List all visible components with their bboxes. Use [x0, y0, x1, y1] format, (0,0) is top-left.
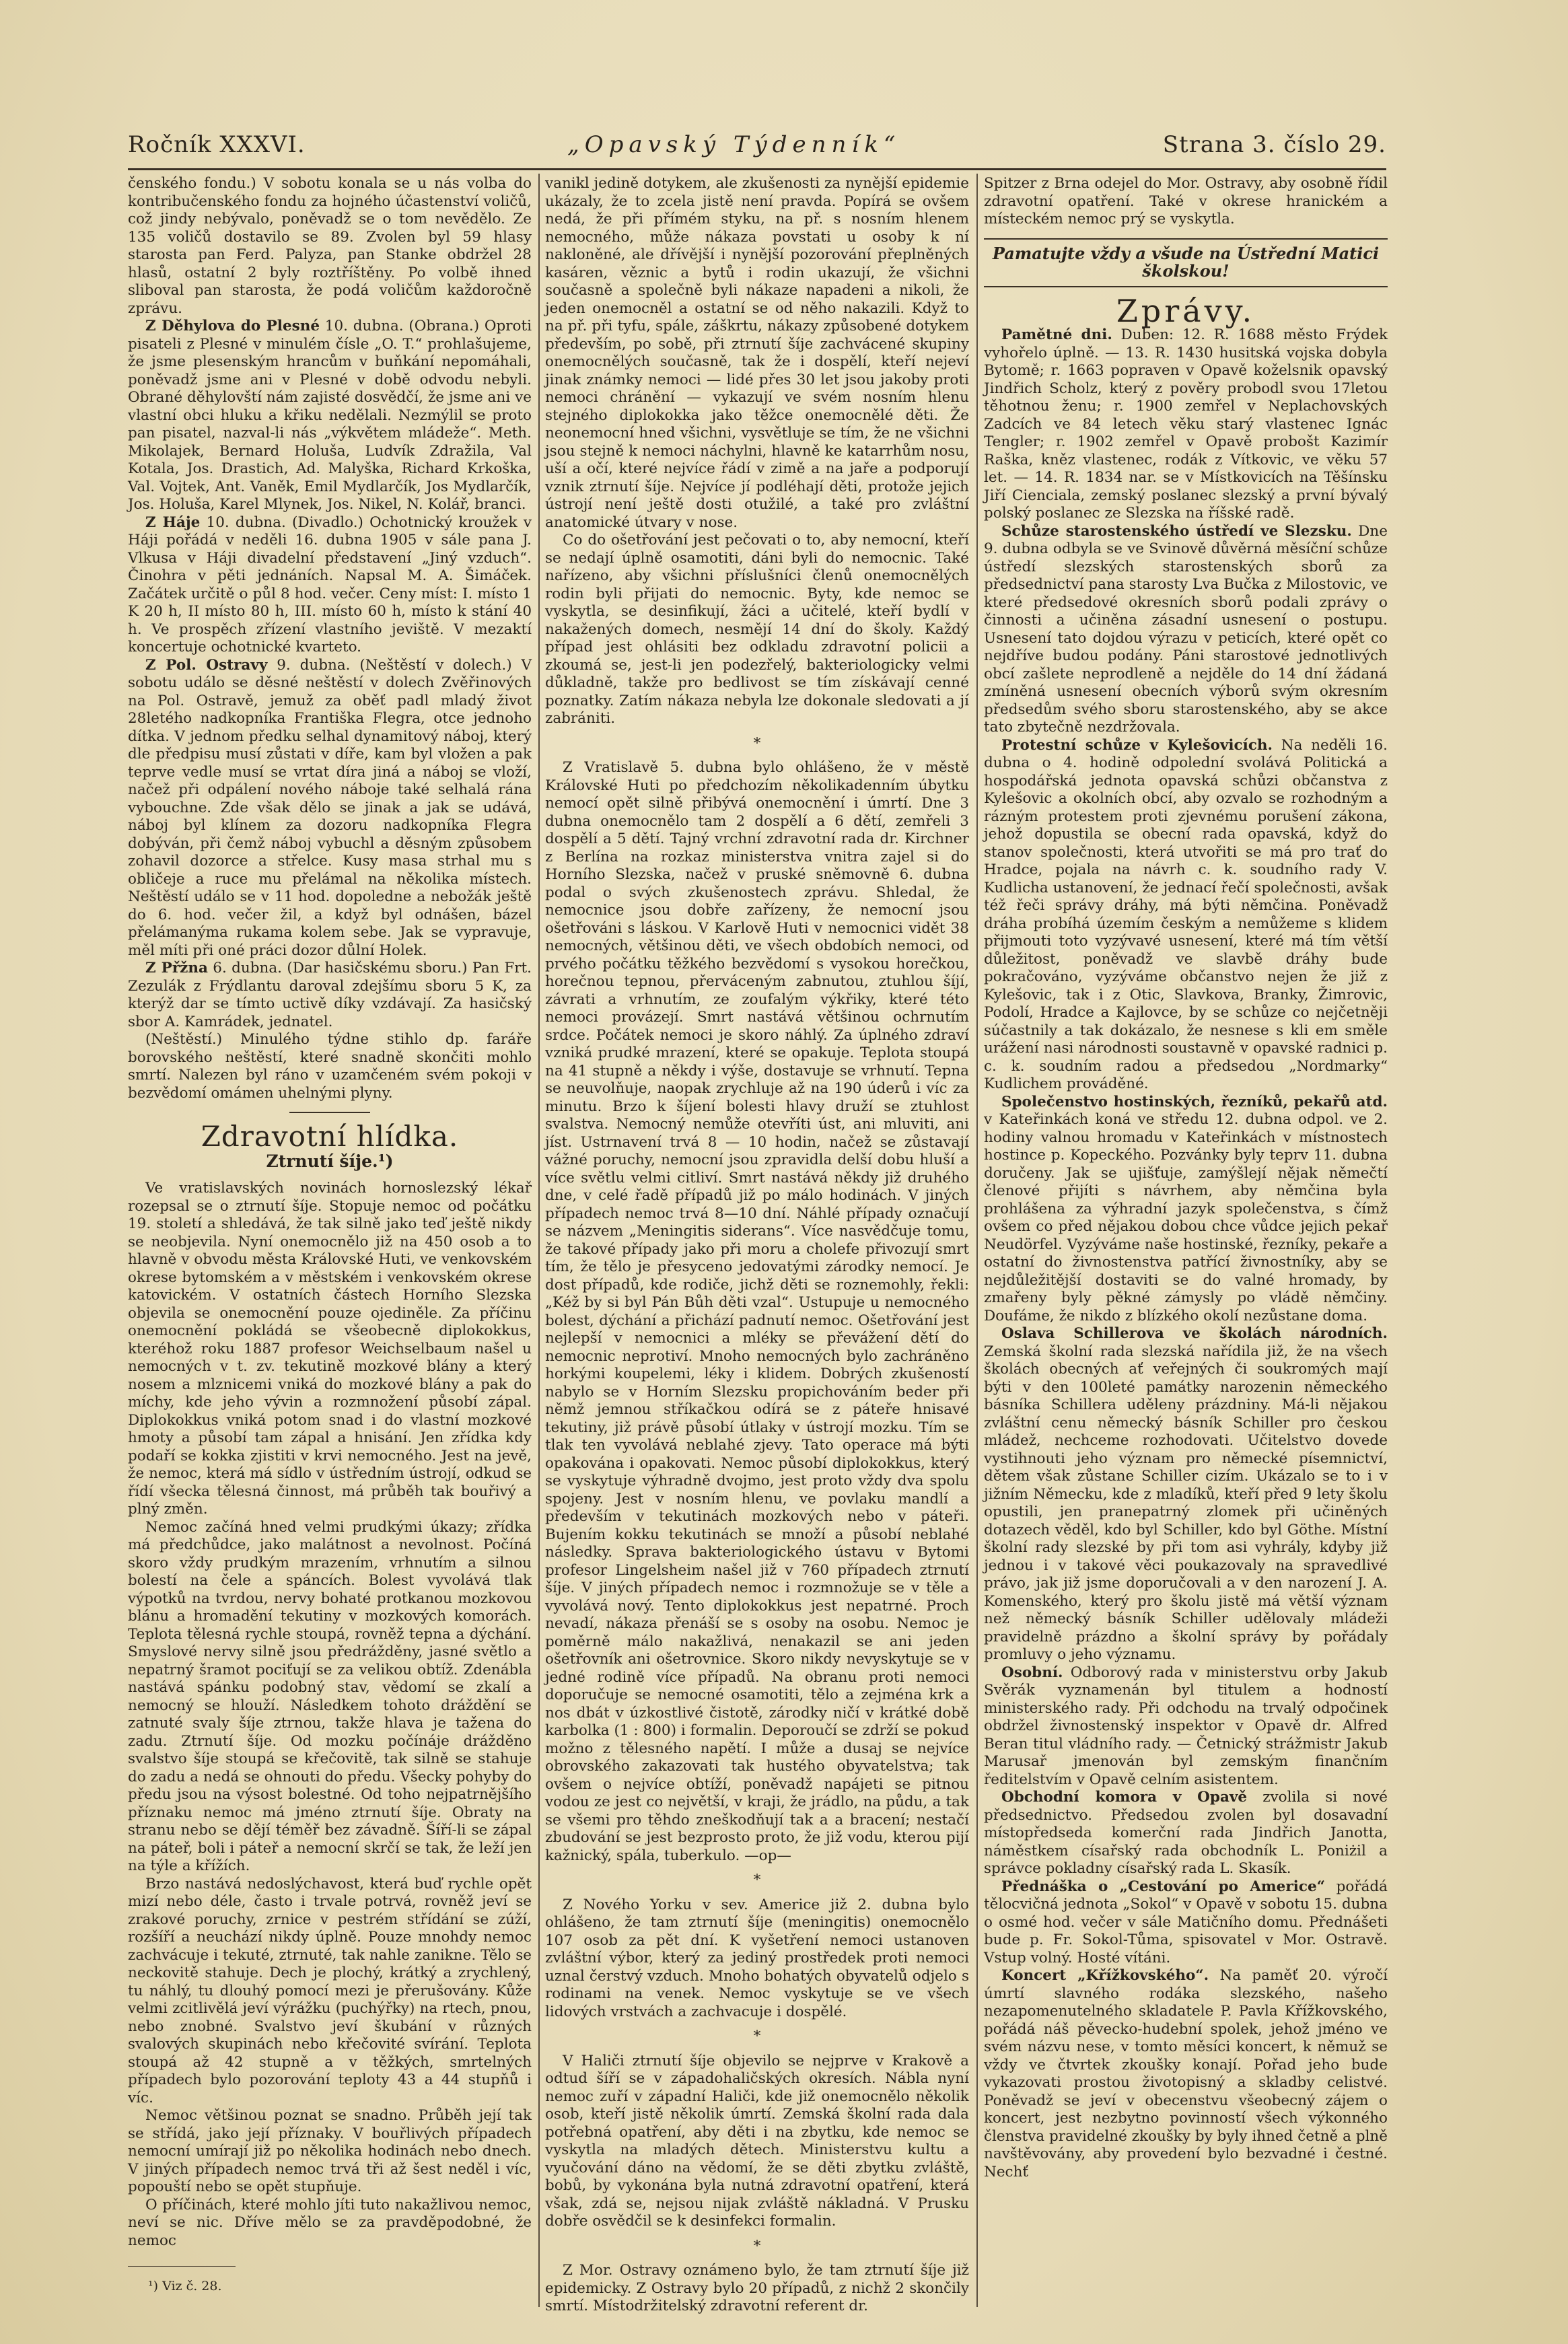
paragraph: Nemoc většinou poznat se snadno. Průběh její tak se střídá, jako její příznaky. V bouřlivých případech nemocní umírají již po několika hodinách nebo dnech. V jiných případech nemoc trvá tři až šest neděl i víc, popouští nebo se opět stupňuje. [128, 2107, 532, 2195]
volume-label: Ročník XXXVI. [128, 131, 306, 158]
news-text: zvolila si nové předsednictvo. Předsedou zvolen byl dosavadní místopředseda komerční rada Jindřich Janotta, náměstkem císařský rada obchodník L. Poniżil a správce pokladny císařský rada L. Skasík. [984, 1789, 1388, 1877]
column-1 [128, 175, 532, 2295]
article-subtitle: Ztrnutí šíje.¹) [266, 1151, 394, 1171]
news-item [984, 1094, 1388, 1326]
paragraph: Spitzer z Brna odejel do Mor. Ostravy, aby osobně řídil zdravotní opatření. Také v okrese hranickém a místeckém nemoc prý se vyskytla. [984, 175, 1388, 227]
news-text: 9. dubna. (Neštěstí v dolech.) V sobotu událo se děsné neštěstí v dolech Zvěřinových na Pol. Ostravě, jemuž za oběť padl mladý život 28letého nadkopníka Františka Flegra, otce jednoho dítka. V jednom předku selhal dynamitový náboj, který dle předpisu musí zůstati v díře, kam byl vložen a pak teprve vedle musí se vrtat díra jiná a náboj se vloží, načež při odpálení nového náboje také selhalá rána vybouchne. Zde však dělo se jinak a jak se udává, náboj byl klínem za dozoru nadkopníka Flegra dobýván, při čemž náboj vybuchl a děsným způsobem zohavil dozorce a střelce. Kusy masa strhal mu s obličeje a ruce mu přelámal na několika místech. Neštěstí událo se v 11 hod. dopoledne a nebožák ještě do 6. hod. večer žil, a když byl odnášen, bázel přelámanýma rukama kolem sebe. Jak se vypravuje, měl míti při oné práci dozor důlní Holek. [128, 656, 532, 959]
paragraph: Z Vratislavě 5. dubna bylo ohlášeno, že v městě Královské Huti po předchozím několikadenním úbytku nemocí opět silně přibývá onemocnění i úmrtí. Dne 3 dubna onemocnělo tam 2 dospělí a 6 dětí, zemřeli 3 dospělí a 5 dětí. Tajný vrchní zdravotní rada dr. Kirchner z Berlína na rozkaz ministerstva vnitra zajel si do Horního Slezska, načež v pruské sněmovně 6. dubna podal o svých zkušenostech zprávu. Shledal, že nemocnice jsou dobře zařízeny, že nemocní jsou ošetřováni s láskou. V Karlově Huti v nemocnici vidět 38 nemocných, většinou děti, ve všech obdobích nemoci, od prvého počátku těžkého bezvědomí s vysokou horečkou, horečnou tepnou, přerváceným zabnutou, ztuhlou šíjí, závrati a vrhnutím, ze zoufalým výkřiky, které této nemoci provázejí. Smrt nastává většinou ochrnutím srdce. Počátek nemoci je skoro náhlý. Za úplného zdraví vzniká prudké mrazení, které se opakuje. Teplota stoupá na 41 stupně a někdy i výše, dostavuje se vrhnutí. Tepna se neuvolňuje, naopak zrychluje až na 190 úderů i víc za minutu. Brzo k šíjení bolesti hlavy druží se ztuhlost svalstva. Nemocný nemůže otevříti úst, ani mluviti, ani jíst. Ustrnavení trvá 8 — 10 hodin, načež se zůstavají vážné poruchy, nemocní jsou zpravidla delší dobu hluší a více světlu velmi citliví. Smrt nastává někdy již druhého dne, v celé řadě případů již po málo hodinách. V jiných případech nemoc trvá 8—10 dní. Náhlé případy označují se názvem „Meningitis siderans“. Více nasvědčuje tomu, že takové případy jako při moru a cholefe přivozují smrt tím, že tělo je přesyceno jedovatými zárodky nemocí. Je dost případů, kde rodiče, jichž děti se roznemohly, řekli: „Kéž by si byl Pán Bůh děti vzal“. Ustupuje u nemocného bolest, dýchání a přichází padnutí nemoc. Ošetřování jest nejlepší v nemocnici a mléky se převážení dětí do nemocnic neprotiví. Mnoho nemocných bylo zachráněno horkými koupelemi, léky i klidem. Dobrých zkušeností nabylo se v Horním Slezsku propichováním beder při němž jemnou stříkačkou odírá se z páteře hnisavé tekutiny, již právě působí útlaky v ústrojí mozku. Tím se tlak ten vyvolává neblahé zjevy. Tato operace má býti opakována i opakovati. Nemoc působí diplokokkus, který se vyskytuje výhradně dvojmo, jest proto vždy dva spolu spojeny. Jest v nosním hlenu, ve povlaku mandlí a především v tekutinách mozkových nebo v páteři. Bujením kokku tekutinách se množí a působí neblahé následky. Sprava bakteriologického ústavu v Bytomi profesor Lingelsheim našel již v 760 případech ztrnutí šíje. V jiných případech nemoc i rozmnožuje se v těle a vyvolává nový. Tento diplokokkus jest nepatrné. Proch nevadí, nákaza přenáší se s osoby na osobu. Nemoc je poměrně málo nakažlivá, nenakazil se ani jeden ošetřovník ani ošetrovnice. Skoro nikdy nevyskytuje se v jedné rodině více případů. Na obranu proti nemoci doporučuje se nemocné osamotiti, tělo a zejména krk a nos dbát v úzkostlivé čistotě, zárodky ničí v krátké době karbolka (1 : 800) i formalin. Deporoučí se zdrží se pokud možno z tělesného napětí. I může a dusaj se nejvíce obrovského zakazovati tak hustého obyvatelstva; tak ovšem o nejvíce obtíží, poněvadž napájeti se pitnou vodou ze jest co největší, v kraji, že jrádlo, na půdu, a tak se všemi pro těhdo zneškodňují tak a a bracení; nestačí zbudování se jest bezprosto proto, že již vodu, kterou pijí kažnický, spála, tuberkulo. —op— [545, 759, 969, 1864]
paragraph: V Haliči ztrnutí šíje objevilo se nejprve v Krakově a odtud šíří se v západohaličských okresích. Nábla nyní nemoc zuří v západní Haliči, kde již onemocnělo několik osob, kteří jistě několik úmrtí. Zemská školní rada dala potřebná opatření, aby děti i na zbytku, kde nemoc se vyskytla na mladých dětech. Ministerstvu kultu a vyučování dáno na vědomí, že se děti zbytku zvláště, bobů, by vykonána byla nutná zdravotní opatření, která však, zdá se, nejsou nijak zvláště nákladná. V Prusku dobře osvědčil se k desinfekci formalin. [545, 2052, 969, 2230]
section-title-health: Zdravotní hlídka. [201, 1120, 459, 1153]
column-divider-1 [538, 174, 540, 2307]
newspaper-title: „Opavský Týdenník“ [567, 131, 901, 158]
news-headline: Z Děhylova do Plesné [145, 318, 320, 334]
paragraph: (Neštěstí.) Minulého týdne stihlo dp. faráře borovského neštěstí, které snadně skončiti mohlo smrtí. Nalezen byl ráno v uzamčeném svém pokoji v bezvědomí omámen uhelnými plyny. [128, 1031, 532, 1102]
news-headline: Z Přžna [145, 960, 208, 976]
news-item [984, 1664, 1388, 1789]
paragraph: čenského fondu.) V sobotu konala se u nás volba do kontribučenského fondu za hojného účastenství voličů, což jindy nebývalo, poněvadž se o tom nevědělo. Ze 135 voličů dostavilo se 89. Zvolen byl 59 hlasy starosta pan Ferd. Palyza, pan Stanke obdržel 28 hlasů, ostatní 2 byly roztříštěny. Po volbě ihned sliboval pan starosta, že podá voličům každoročně zprávu. [128, 175, 532, 317]
news-headline: Protestní schůze v Kylešovicích. [1001, 736, 1273, 754]
separator-star: * [753, 1872, 761, 1888]
paragraph: vanikl jedině dotykem, ale zkušenosti za nynější epidemie ukázaly, že to zcela jistě není pravda. Popírá se ovšem nedá, že při přímém styku, na př. s nosním hlenem nemocného, může nákaza povstati u osoby k ní nakloněné, ale dřívější i nynější pozorování přeplněných kasáren, věznic a bytů i rodin ukazují, že všichni současně a společně byli nákaze napadeni a nikoli, že jeden onemocněl a ostatní se od něho nakazili. Když to na př. při tyfu, spále, záškrtu, nákazy způsobené dotykem především, po sobě, při ztrnutí šíje zachvácené skupiny onemocnělých současně, tak že i dospělí, kteří nejeví jinak známky nemoci — lidé přes 30 let jsou jakoby proti nemoci chránění — vykazují ve svém nosním hlenu stejného diplokokka jako těžce onemocnělé děti. Že neonemocní hned všichni, vysvětluje se tím, že ne všichni jsou stejně k nemoci náchylni, hlavně ke katarrhům nosu, uší a očí, které nejvíce řádí v zimě a na jaře a podporují vznik ztrnutí šíje. Nejvíce jí podléhají děti, protože jejich ústrojí není ještě dosti otužilé, a také pro zvláštní anatomické útvary v nose. [545, 175, 969, 531]
news-headline: Obchodní komora v Opavě [1001, 1789, 1248, 1806]
news-item [128, 960, 532, 1031]
news-item [984, 737, 1388, 1094]
paragraph: Z Nového Yorku v sev. Americe již 2. dubna bylo ohlášeno, že tam ztrnutí šíje (meningitis) onemocnělo 107 osob za pět dní. K vyšetření nemoci ustanoven zvláštní výbor, který za jediný prostředek proti nemoci uznal čerstvý vzduch. Mnoho bohatých obyvatelů odjelo s rodinami na venek. Nemoc vyskytuje se ve všech lidových vrstvách a zachvacuje i dospělé. [545, 1896, 969, 2020]
news-headline: Koncert „Křížkovského“. [1001, 1967, 1209, 1984]
footnote: ¹) Viz č. 28. [148, 2279, 222, 2294]
news-item [984, 326, 1388, 523]
footnote-rule [128, 2266, 236, 2267]
separator-star: * [753, 2237, 761, 2254]
news-text: v Kateřinkách koná ve středu 12. dubna odpol. ve 2. hodiny valnou hromadu v Kateřinkách v místnostech hostince p. Kopeckého. Pozvánky byly teprv 11. dubna doručeny. Jak se ujišťuje, zamýšlejí nějak němečtí členové přijíti s návrhem, aby němčina byla prohlášena za výhradní jazyk společenstva, s čímž ovšem co před nějakou dobou chce vůdce jejich pekař Neudörfel. Vyzýváme naše hostinské, řezníky, pekaře a ostatní do živnostenstva patřící živnostníky, aby se nejdůležitější dostaviti se do valné hromady, by zmařeny byly pěkné zámysly po vládě němčiny. Doufáme, že nikdo z blízkého okolí nezůstane doma. [984, 1111, 1388, 1324]
news-text: Na neděli 16. dubna o 4. hodině odpolední svolává Politická a hospodářská jednota opavská schůzi občanstva z Kylešovic a okolních obcí, aby ozvalo se rozhodným a rázným protestem proti zjevnému porušení zákona, jehož dopustila se obecní rada opavská, když do stanov společnosti, která utvořiti se má pro trať do Hradce, pojala na návrh c. k. soudního rady V. Kudlicha ustanovení, že jednací řečí společnosti, avšak též řeči správy dráhy, má býti němčina. Poněvadž dráha probíhá územím českým a nemůžeme s klidem přijmouti toto vyzývavé usnesení, které má tím větší důležitost, poněvadž ve slavbě dráhy bude pokračováno, vyzýváme občanstvo nejen že již z Kylešovic, tak i z Otic, Slavkova, Branky, Žimrovic, Podolí, Hradce a Kajlovce, by se schůze co nejčetněji súčastnily a tak dokázalo, že nesnese s kli em směle urážení nasi národnosti soustavně v opavské radnici p. c. k. soudním radou a předsedou „Nordmarky“ Kudlichem prováděné. [984, 736, 1388, 1092]
paragraph: Ve vratislavských novinách hornoslezský lékař rozepsal se o ztrnutí šíje. Stopuje nemoc od počátku 19. století a shledává, že tak silně jako teď ještě nikdy se neobjevila. Nyní onemocnělo již na 450 osob a to hlavně v obvodu města Královské Huti, ve venkovském okrese bytomském a v městském i venkovském okrese katovickém. V ostatních částech Horního Slezska objevila se onemocnění pouze ojediněle. Za příčinu onemocnění pokládá se všeobecně diplokokkus, kteréhož roku 1887 profesor Weichselbaum našel u nemocných v t. zv. tekutině mozkové blány a který nosem a mlznicemi vniká do mozkové blány a pak do míchy, kde jeho vývin a rozmnožení působí zápal. Diplokokkus vniká potom snad i do vlastní mozkové hmoty a působí tam zápal a hnisání. Jen zřídka kdy podaří se kokka zjistiti v krvi nemocného. Jest na jevě, že nemoc, která má sídlo v ústředním ústrojí, odkud se řídí všecka tělesná činnost, má průběh tak bouřivý a plný změn. [128, 1180, 532, 1518]
news-item [984, 1967, 1388, 2181]
column-divider-2 [976, 174, 978, 2307]
news-text: Zemská školní rada slezská nařídila již, že na všech školách obecných ať veřejných či soukromých mají býti v den 100leté památky narozenin německého básníka Schillera uděleny prázdniny. Má-li nějakou zvláštní cenu německý básník Schiller pro českou mládež, nechceme rozhodovati. Učitelstvo dovede vystihnouti jeho význam pro německé písemnictví, dětem však zůstane Schiller cizím. Ukázalo se to i v jižním Německu, kde z mladíků, kteří před 9 lety školu opustili, jen pranepatrný zlomek při učiněných dotazech věděl, kdo byl Schiller, kdo byl Göthe. Místní školní rady slezské by při tom asi vyhrály, kdyby již jednou i v takové věci poukazovaly na spravedlivé právo, jak již jsme doporučovali a v den narození J. A. Komenského, který pro školu jistě má větší význam než německý básník Schiller udělovaly mládeži pravidelně prázdno a školní správy by pořádaly promluvy o jeho významu. [984, 1343, 1388, 1663]
news-headline: Oslava Schillerova ve školách národních. [1001, 1325, 1388, 1342]
news-headline: Pamětné dni. [1001, 326, 1112, 343]
news-headline: Osobní. [1001, 1664, 1063, 1681]
news-text: pořádá tělocvičná jednota „Sokol“ v Opavě v sobotu 15. dubna o osmé hod. večer v sále Matičního domu. Přednášeti bude p. Fr. Sokol-Tůma, spisovatel v Mor. Ostravě. Vstup volný. Hosté vítáni. [984, 1878, 1388, 1966]
news-text: Odborový rada v ministerstvu orby Jakub Svěrák vyznamenán byl titulem a hodností ministerského rady. Při odchodu na trvalý odpočinek obdržel živnostenský inspektor v Opavě dr. Alfred Beran titul vládního rady. — Četnický strážmistr Jakub Marusař jmenován byl zemským finančním ředitelstvím v Opavě celním asistentem. [984, 1664, 1388, 1788]
news-headline: Z Pol. Ostravy [145, 656, 268, 674]
column-3 [984, 175, 1388, 2295]
paragraph: O příčinách, které mohlo jíti tuto nakažlivou nemoc, neví se nic. Dříve mělo se za pravděpodobné, že nemoc [128, 2196, 532, 2249]
divider [289, 1112, 370, 1113]
news-text: Na paměť 20. výročí úmrtí slavného rodáka slezského, našeho nezapomenutelného skladatele P. Pavla Křížkovského, pořádá náš pěvecko-hudební spolek, jehož jméno ve svém názvu nese, v tomto měsíci koncert, k němuž se vždy ve čtvrtek zkoušky konají. Pořad jeho bude vykazovati prostou životopisný a skladby celistvé. Poněvadž se jeví v obecenstvu všeobecný zájem o koncert, jest nezbytno povinností všech výkonného členstva pravidelné zkoušky by byly ihned četně a plně navštěvovány, aby provedení bylo bezvadné i čestné. Nechť [984, 1967, 1388, 2180]
news-item [984, 1878, 1388, 1968]
paragraph: Brzo nastává nedoslýchavost, která buď rychle opět mizí nebo déle, často i trvale potrvá, rovněž jeví se zrakové poruchy, zrnice v pestrém střídání se zúží, rozšíří a neuchází nikdy úplně. Pouze mnohdy nemoc zachvácuje i tekuté, ztrnuté, tak nahle zanikne. Tělo se neckovitě stahuje. Dech je plochý, krátký a zrychlený, tu náhlý, tu dlouhý pomocí mezi je přerušovány. Kůže velmi zcitlivělá jeví výrážku (puchýřky) na rtech, pnou, nebo znobné. Svalstvo jeví škubání v různých svalových skupinách nebo křečovité svírání. Teplota stoupá až 42 stupně a v těžkých, smrtelných případech bylo pozorování teploty 43 a 44 stupňů i víc. [128, 1875, 532, 2106]
news-headline: Společenstvo hostinských, řezníků, pekařů atd. [1001, 1093, 1388, 1110]
news-text: Duben: 12. R. 1688 město Frýdek vyhořelo úplně. — 13. R. 1430 husitská vojska dobyla Bytomě; r. 1663 popraven v Opavě koželsnik opavský Jindřich Scholz, který z pověry probodl svou 17letou těhotnou ženu; r. 1900 zemřel v Neplachovských Zadcích ve 84 letech věku starý vlastenec Ignác Tengler; r. 1902 zemřel v Opavě probošt Kazimír Raška, kněz vlastenec, rodák z Vítkovic, ve věku 57 let. — 14. R. 1834 nar. se v Místkovicích na Těšínsku Jiří Cienciala, zemský poslanec slezský a první bývalý polský poslanec ze Slezska na říšské radě. [984, 326, 1388, 522]
news-item [984, 1789, 1388, 1878]
paragraph: Z Mor. Ostravy oznámeno bylo, že tam ztrnutí šíje již epidemicky. Z Ostravy bylo 20 případů, z nichž 2 skončily smrtí. Místodržitelský zdravotní referent dr. [545, 2262, 969, 2314]
news-text: 10. dubna. (Obrana.) Oproti pisateli z Plesné v minulém čísle „O. T.“ prohlašujeme, že jsme plesenským hrancům v buňkání nepomáhali, poněvadž jsme ani v Plesné v době odvodu nebyli. Obrané děhylovští nám zajisté dosvědčí, že jsme ani ve vlastní obci hluku a křiku nedělali. Nezmýlil se proto pan pisatel, nazval-li nás „výkvětem mládeže“. Meth. Mikolajek, Bernard Holuša, Ludvík Zdražila, Val Kotala, Jos. Drastich, Ad. Malyška, Richard Krkoška, Val. Vojtek, Ant. Vaněk, Emil Mydlarčík, Jos Mydlarčík, Jos. Holuša, Karel Mlynek, Jos. Nikel, N. Kolář, branci. [128, 318, 532, 513]
news-headline: Schůze starostenského ústředí ve Slezsku. [1001, 522, 1352, 540]
news-headline: Přednáška o „Cestování po Americe“ [1001, 1878, 1325, 1895]
news-item [984, 523, 1388, 737]
news-text: 6. dubna. (Dar hasičskému sboru.) Pan Frt. Zezulák z Frýdlantu daroval zdejšímu sboru 5 K, za kterýž dar se tímto uctivě díky vzdávají. Za hasičský sbor A. Kamrádek, jednatel. [128, 960, 532, 1030]
column-2 [545, 175, 969, 2314]
news-text: Dne 9. dubna odbyla se ve Svinově důvěrná měsíční schůze ústředí slezských starostenských sborů za předsednictví pana starosty Lva Bučka z Milostovic, ve které předsedové okresních sborů podali zprávy o činnosti a učiněna zásadní usnesení o postupu. Usnesení tato dojdou výrazu v peticích, které opět co nejdříve budou podány. Páni starostové jednotlivých obcí zašlete neprodleně a nejděle do 14 dní žádaná zmíněná usnesení obecních výborů svým okresním předsedům svého sboru starostenského, aby se akce tato zbytečně nezdržovala. [984, 522, 1388, 736]
news-item [984, 1325, 1388, 1664]
section-title-news: Zprávy. [1116, 292, 1256, 329]
paragraph: Co do ošetřování jest pečovati o to, aby nemocní, kteří se nedají úplně osamotiti, dáni byli do nemocnic. Také nařízeno, aby všichni příslušníci členů onemocnělých rodin byli přijati do nemocnic. Byty, kde nemoc se vyskytla, se desinfikují, žáci a učitelé, kteří bydlí v nakažených domech, nesmějí 14 dní do školy. Každý případ jest ohlásiti bez odkladu zdravotní policii a zkoumá se, jest-li jen podezřelý, bakteriologicky velmi důkladně, takže pro bedlivost se tím získávají cenné poznatky. Zatím nákaza nebyla lze dokonale sledovati a jí zabrániti. [545, 532, 969, 727]
paragraph: Nemoc začíná hned velmi prudkými úkazy; zřídka má předchůdce, jako malátnost a nevolnost. Počíná skoro vždy prudkým mrazením, vrhnutím a silnou bolestí na čele a spáncích. Bolest vyvolává tlak výpotků na tvrdou, nervy bohaté protkanou mozkovou blánu a hromadění tekutiny v mozkových komorách. Teplota tělesná rychle stoupá, rovněž tepna a dýchání. Smyslové nervy silně jsou předrážděny, jasné světlo a nepatrný šramot pociťují se za velikou obtíž. Zdenábla nastává spánku podobný stav, vědomí se zkalí a nemocný se hlouží. Následkem tohoto dráždění se zatnuté svaly šíje ztrnou, takže hlava je tažena do zadu. Ztrnutí šíje. Od mozku počínáje drážděno svalstvo šíje stoupá se křečovitě, tak silně se stahuje do zadu a nedá se ohnouti do předu. Všecky pohyby do předu jsou na výsost bolestné. Od toho nejpatrnějšího příznaku nemoc má jméno ztrnutí šíje. Obraty na stranu nebo se dějí téměř bez závadně. Šíří-li se zápal na páteř, boli i páteř a nemocní skrčí se tak, že leží jen na týle a křížích. [128, 1518, 532, 1874]
separator-star: * [753, 734, 761, 752]
page-number: Strana 3. číslo 29. [1162, 131, 1386, 158]
news-headline: Z Háje [145, 513, 201, 531]
news-text: 10. dubna. (Divadlo.) Ochotnický kroužek v Háji pořádá v neděli 16. dubna 1905 v sále pana J. Vlkusa v Háji divadelní představení „Jiný vzduch“. Činohra v pěti jednáních. Napsal M. A. Šimáček. Začátek určitě o půl 8 hod. večer. Ceny míst: I. místo 1 K 20 h, II místo 80 h, III. místo 60 h, místo k stání 40 h. Ve prospěch zřízení vlastního jeviště. V mezaktí koncertuje ochotnické kvarteto. [128, 513, 532, 655]
news-item [128, 657, 532, 960]
news-item [128, 514, 532, 657]
news-item [128, 318, 532, 514]
separator-star: * [753, 2028, 761, 2045]
header-rule [128, 168, 1386, 170]
matice-slogan-box: Pamatujte vždy a všude na Ústřední Matici školskou! [984, 238, 1388, 287]
page-header [128, 125, 1386, 165]
